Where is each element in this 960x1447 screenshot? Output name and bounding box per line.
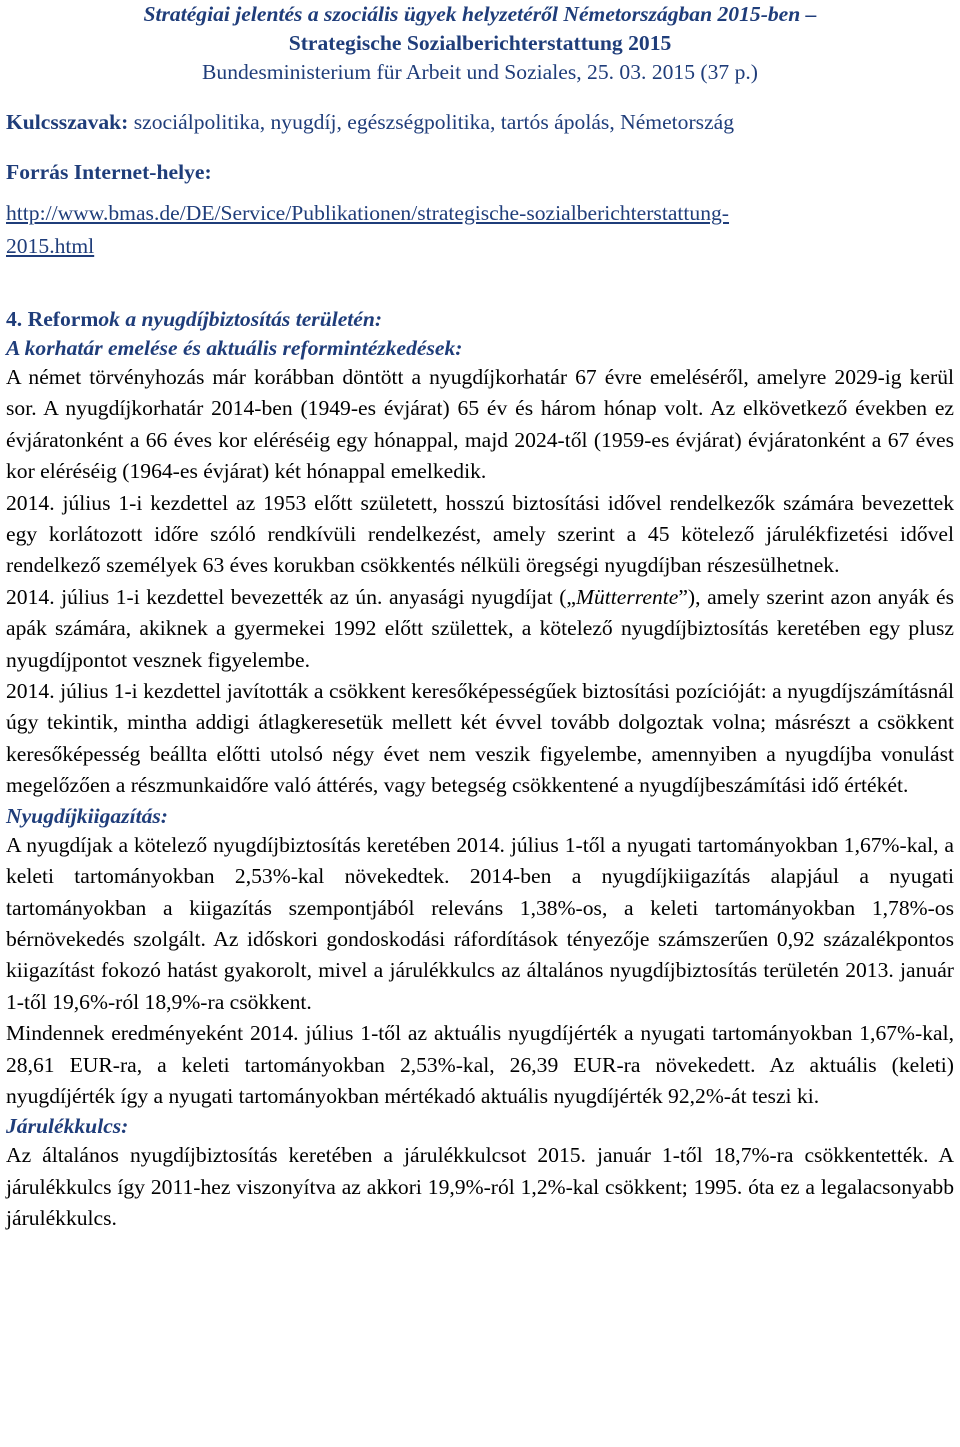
subsection-heading-contribution-rate: Járulékkulcs: xyxy=(6,1114,129,1139)
mothers-pension-after: ”), amely szerint azon anyák és apák számára, akiknek a gyermekei 1992 előtt születtek, a kötelező nyugdíjbiztosítás keretében egy plusz nyugdíjpontot vesznek figyelembe. xyxy=(6,584,954,672)
section-title: ok a nyugdíjbiztosítás területén: xyxy=(98,307,383,331)
paragraph-retirement-age: A német törvényhozás már korábban döntött a nyugdíjkorhatár 67 évre emeléséről, amelyre 2029-ig kerül sor. A nyugdíjkorhatár 2014-ben (1949-es évjárat) 65 év és három hónap volt. Az elkövetkező években ez évjáratonként a 66 éves kor eléréséig egy hónappal, majd 2024-től (1959-es évjárat) évjáratonként a 67 éves kor eléréséig (1964-es évjárat) két hónappal emelkedik. xyxy=(6,365,954,484)
source-label: Forrás Internet-helye: xyxy=(6,160,212,184)
subsection-heading-retirement-age: A korhatár emelése és aktuális reformintézkedések: xyxy=(6,336,463,360)
keywords-label: Kulcsszavak: xyxy=(6,110,129,134)
title-hungarian: Stratégiai jelentés a szociális ügyek helyzetéről Németországban 2015-ben – xyxy=(143,2,817,26)
paragraph-contribution-rate: Az általános nyugdíjbiztosítás keretében a járulékkulcsot 2015. január 1-től 18,7%-ra csökkentették. A járulékkulcs így 2011-hez viszonyítva az akkori 19,9%-ról 1,2%-kal csökkent; 1995. óta ez a legalacsonyabb járulékkulcs. xyxy=(6,1143,954,1231)
mothers-pension-term: Mütterrente xyxy=(576,584,679,609)
section-heading xyxy=(6,305,954,334)
section-number: 4. Reform xyxy=(6,307,99,331)
paragraph-pension-adjustment: A nyugdíjak a kötelező nyugdíjbiztosítás keretében 2014. július 1-től a nyugati tartományokban 1,67%-kal, a keleti tartományokban 2,53%-kal növekedtek. 2014-ben a nyugdíjkiigazítás alapjául a nyugati tartományokban a kiigazítás szempontjából releváns 1,38%-os, a keleti tartományokban 1,78%-os bérnövekedés szolgált. Az időskori gondoskodási ráfordítások tényezője számszerűen 0,92 százalékpontos kiigazítást fokozó hatást gyakorolt, mivel a járulékkulcs az általános nyugdíjbiztosítás területén 2013. január 1-től 19,6%-ról 18,9%-ra csökkent. xyxy=(6,832,954,1014)
source-block xyxy=(6,158,954,187)
source-url-line-1[interactable]: http://www.bmas.de/DE/Service/Publikationen/strategische-sozialberichterstattung- xyxy=(6,201,730,225)
subsection-heading-pension-adjustment: Nyugdíjkiigazítás: xyxy=(6,803,168,828)
paragraph-special-rule: 2014. július 1-i kezdettel az 1953 előtt született, hosszú biztosítási idővel rendelkezők számára bevezettek egy korlátozott időre szóló rendkívüli rendelkezést, amely szerint a 45 kötelező járulékfizetési idővel rendelkező személyek 63 éves korukban csökkentés nélküli öregségi nyugdíjban részesülhetnek. xyxy=(6,490,954,578)
keywords-line xyxy=(6,108,954,137)
source-url-line-2[interactable]: 2015.html xyxy=(6,234,95,258)
paragraph-mothers-pension xyxy=(6,582,954,676)
document-header xyxy=(6,0,954,87)
paragraph-reduced-earning-capacity: 2014. július 1-i kezdettel javították a csökkent keresőképességűek biztosítási pozícióját: a nyugdíjszámításnál úgy tekintik, mintha addigi átlagkeresetük mellett két évvel tovább dolgoztak volna; másrészt a csökkent keresőképesség beállta előtti utolsó négy évet nem veszik figyelembe, amennyiben a nyugdíjba vonulást megelőzően a részmunkaidőre való áttérés, vagy betegség csökkentené a nyugdíjbeszámítási idő értékét. xyxy=(6,679,954,798)
source-url-link[interactable] xyxy=(6,197,954,263)
mothers-pension-before: 2014. július 1-i kezdettel bevezették az ún. anyasági nyugdíjat („ xyxy=(6,584,576,609)
keywords-value: szociálpolitika, nyugdíj, egészségpolitika, tartós ápolás, Németország xyxy=(128,110,735,134)
title-german: Strategische Sozialberichterstattung 2015 xyxy=(288,31,672,55)
publisher-line: Bundesministerium für Arbeit und Soziales, 25. 03. 2015 (37 p.) xyxy=(202,60,758,84)
paragraph-pension-value: Mindennek eredményeként 2014. július 1-től az aktuális nyugdíjérték a nyugati tartományokban 1,67%-kal, 28,61 EUR-ra, a keleti tartományokban 2,53%-kal, 26,39 EUR-ra növekedett. Az aktuális (keleti) nyugdíjérték így a nyugati tartományokban mértékadó aktuális nyugdíjérték 92,2%-át teszi ki. xyxy=(6,1021,954,1108)
